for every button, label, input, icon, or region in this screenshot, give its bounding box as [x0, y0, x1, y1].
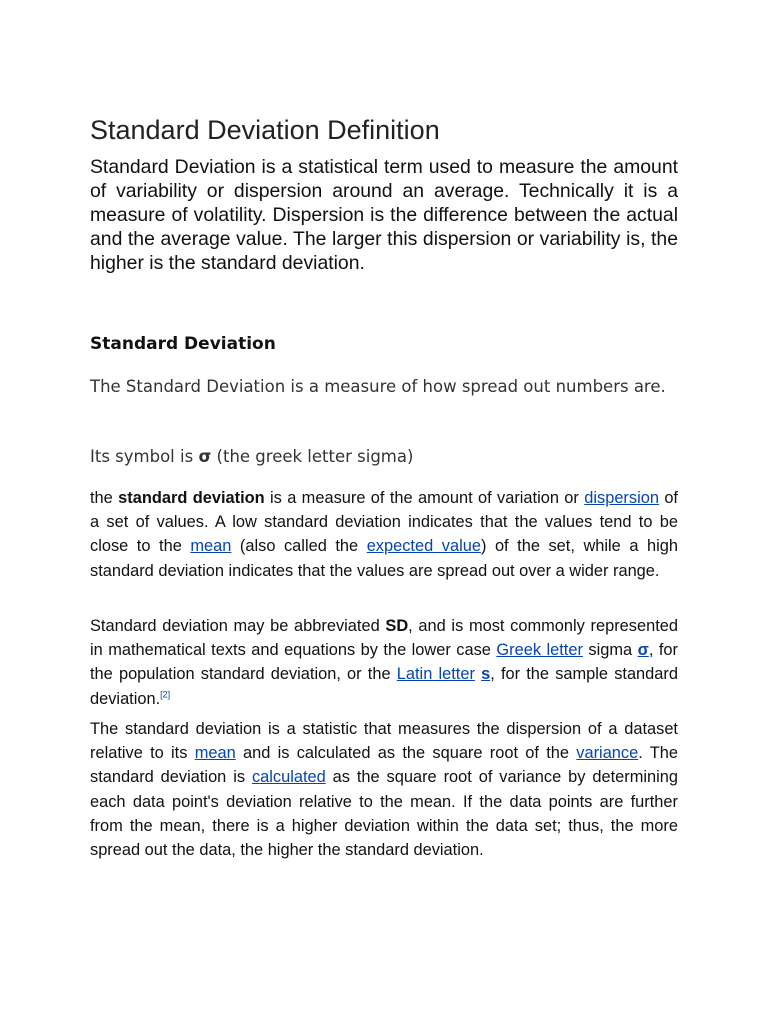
page-title: Standard Deviation Definition [90, 115, 440, 145]
symbol-text-before: Its symbol is [90, 447, 199, 466]
p3-text-4: as the square root of variance by determining each data point's deviation relative to the mean. If the data points are further from the mean, there is a higher deviation within the data set; thus, the more spread out the data, the higher the standard deviation. [90, 768, 678, 860]
variance-link[interactable]: variance [576, 744, 639, 763]
p3-text-2: and is calculated as the square root of the [235, 744, 577, 763]
p1-text-5: ) of the set, while a high standard deviation indicates that the values are spread out over a wider range. [90, 537, 678, 580]
reference-link[interactable]: [2] [160, 689, 171, 700]
s-link[interactable]: s [481, 665, 491, 684]
section-heading: Standard Deviation [90, 334, 276, 354]
p1-text-4: (also called the [231, 537, 367, 556]
standard-deviation-term: standard deviation [118, 489, 265, 507]
mean-link[interactable]: mean [190, 537, 232, 556]
sd-abbreviation: SD [385, 617, 409, 635]
symbol-text-after: (the greek letter sigma) [211, 447, 414, 466]
definition-paragraph [90, 486, 678, 583]
reference-superscript [160, 689, 170, 699]
p2-text-4: , for the population standard deviation, or the [90, 641, 678, 684]
intro-paragraph: Standard Deviation is a statistical term used to measure the amount of variability or dispersion around an average. Technically it is a measure of volatility. Dispersion is the difference between the actual and the average value. The larger this dispersion or variability is, the higher is the standard deviation. [90, 156, 678, 274]
p2-text-2: , and is most commonly represented in mathematical texts and equations by the lower case [90, 617, 678, 660]
statistic-paragraph [90, 717, 678, 862]
p1-text-3: of a set of values. A low standard deviation indicates that the values tend to be close to the [90, 489, 678, 556]
p3-text-1: The standard deviation is a statistic that measures the dispersion of a dataset relative to its [90, 720, 678, 763]
p2-text-3: sigma [582, 641, 638, 660]
p3-text-3: . The standard deviation is [90, 744, 679, 787]
latin-letter-link[interactable]: Latin letter [396, 665, 475, 684]
p2-text-1: Standard deviation may be abbreviated [90, 617, 386, 635]
calculated-link[interactable]: calculated [251, 768, 326, 787]
expected-value-link[interactable]: expected value [366, 537, 481, 556]
dispersion-link[interactable]: dispersion [584, 489, 659, 507]
sigma-symbol: σ [198, 447, 212, 466]
measure-paragraph: The Standard Deviation is a measure of how spread out numbers are. [90, 377, 666, 396]
mean-link-2[interactable]: mean [194, 744, 236, 763]
p1-text-1: the [90, 489, 119, 507]
symbol-paragraph [90, 444, 678, 470]
sigma-link[interactable]: σ [637, 641, 649, 660]
greek-letter-link[interactable]: Greek letter [496, 641, 583, 660]
abbreviation-paragraph [90, 614, 678, 711]
p2-text-6: , for the sample standard deviation. [90, 665, 678, 708]
p1-text-2: is a measure of the amount of variation or [264, 489, 585, 507]
